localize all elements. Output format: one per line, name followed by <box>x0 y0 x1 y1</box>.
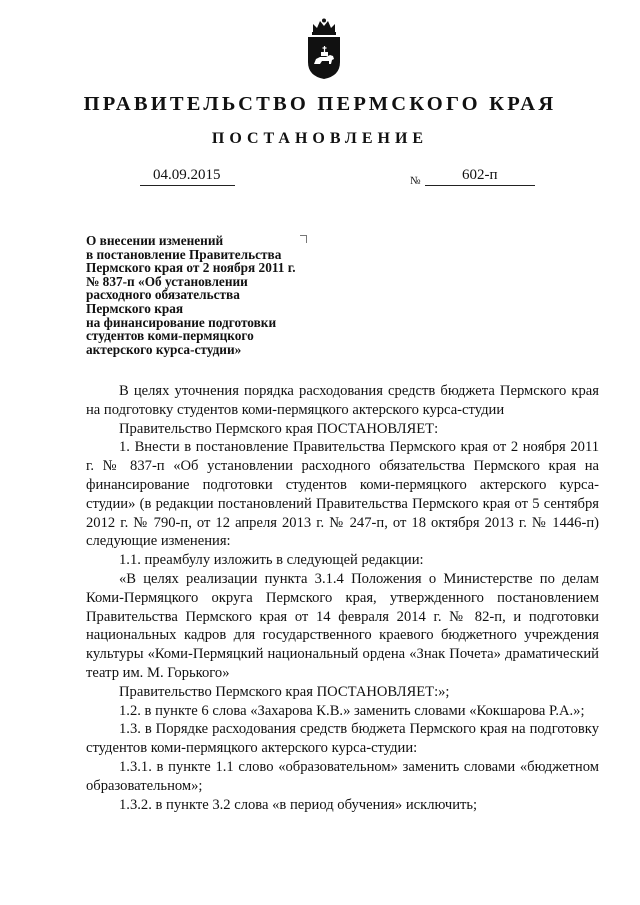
paragraph-item-1-2: 1.2. в пункте 6 слова «Захарова К.В.» заменить словами «Кокшарова Р.А.»; <box>119 702 585 719</box>
document-type: ПОСТАНОВЛЕНИЕ <box>211 130 429 147</box>
coat-of-arms-icon <box>304 18 344 80</box>
subject-line: на финансирование подготовки <box>86 314 277 330</box>
paragraph-preamble: В целях уточнения порядка расходования средств бюджета Пермского края на подготовку студентов коми-пермяцкого актерского курса-студии <box>86 383 599 418</box>
paragraph-item-1-3-2: 1.3.2. в пункте 3.2 слова «в период обучения» исключить; <box>119 796 478 813</box>
paragraph-quote-resolves: Правительство Пермского края ПОСТАНОВЛЯЕТ:»; <box>119 683 450 700</box>
paragraph-item-1-1: 1.1. преамбулу изложить в следующей редакции: <box>119 552 424 569</box>
document-body <box>86 382 599 814</box>
number-sign: № <box>410 175 421 187</box>
subject-line: в постановление Правительства <box>86 246 282 262</box>
subject-line: Пермского края <box>86 300 184 316</box>
subject-line: № 837-п «Об установлении <box>86 273 248 289</box>
document-subject <box>86 234 346 356</box>
subject-line: студентов коми-пермяцкого <box>86 328 254 344</box>
number-underline <box>425 185 535 186</box>
government-title: ПРАВИТЕЛЬСТВО ПЕРМСКОГО КРАЯ <box>83 93 557 115</box>
paragraph-quote: «В целях реализации пункта 3.1.4 Положения о Министерстве по делам Коми-Пермяцкого округа Пермского края, утвержденного постановлением Правительства Пермского края от 14 февраля 2014 г. № 82-п, и подготовки национальных кадров для государственного краевого бюджетного учреждения культуры «Коми-Пермяцкий национальный ордена «Знак Почета» драматический театр им. М. Горького» <box>86 570 599 681</box>
date-underline <box>140 185 235 186</box>
subject-line: актерского курса-студии» <box>86 341 242 357</box>
subject-line: расходного обязательства <box>86 287 240 303</box>
document-number: 602-п <box>462 167 498 183</box>
paragraph-item-1: 1. Внести в постановление Правительства Пермского края от 2 ноября 2011 г. № 837-п «Об установлении расходного обязательства Пермского края на финансирование подготовки студентов коми-пермяцкого актерского курса-студии» (в редакции постановлений Правительства Пермского края от 5 сентября 2012 г. № 790-п, от 12 апреля 2013 г. № 247-п, от 18 октября 2013 г. № 1446-п) следующие изменения: <box>86 439 599 550</box>
subject-line: Пермского края от 2 ноября 2011 г. <box>86 260 296 276</box>
document-date: 04.09.2015 <box>153 167 221 183</box>
paragraph-resolves: Правительство Пермского края ПОСТАНОВЛЯЕТ: <box>119 420 439 437</box>
paragraph-item-1-3-1: 1.3.1. в пункте 1.1 слово «образовательном» заменить словами «бюджетном образовательном»; <box>86 758 599 794</box>
paragraph-item-1-3: 1.3. в Порядке расходования средств бюджета Пермского края на подготовку студентов коми-пермяцкого актерского курса-студии: <box>86 721 599 757</box>
subject-line: О внесении изменений <box>86 233 224 248</box>
